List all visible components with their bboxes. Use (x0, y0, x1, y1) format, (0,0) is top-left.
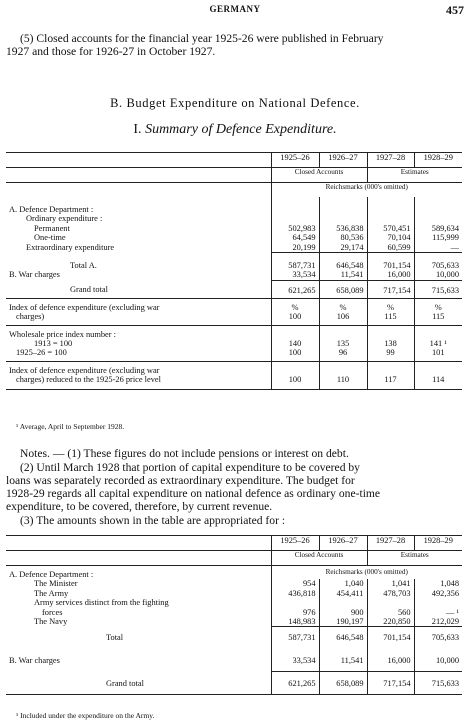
table-row (6, 589, 462, 598)
cell-value: 478,703 (367, 589, 414, 598)
row-label: The Navy (34, 617, 68, 627)
row-label: One-time (34, 233, 66, 243)
row-label: The Minister (34, 579, 78, 589)
table-row (6, 348, 462, 361)
cell-value: 658,089 (319, 280, 367, 298)
row-label: charges) reduced to the 1925-26 price level (16, 375, 161, 385)
cell-value: 900 (319, 608, 367, 617)
cell-value: 60,599 (367, 243, 414, 253)
table1-group-estimates: Estimates (367, 168, 462, 183)
cell-value: 717,154 (367, 672, 414, 695)
cell-value: 220,850 (367, 617, 414, 627)
table2-group-estimates: Estimates (367, 551, 462, 566)
table2-year-row (6, 536, 462, 551)
cell-value: 436,818 (271, 589, 319, 598)
cell-value: 454,411 (319, 589, 367, 598)
cell-value: 502,983 (271, 224, 319, 233)
table-row (6, 648, 462, 671)
cell-value (367, 598, 414, 607)
cell-value: 587,731 (271, 253, 319, 271)
cell-value (319, 598, 367, 607)
table1-unit-row (6, 183, 462, 198)
cell-value: 20,199 (271, 243, 319, 253)
cell-value: 536,838 (319, 224, 367, 233)
running-header (0, 4, 470, 18)
row-label: Total A. (70, 260, 97, 270)
intro-line-1: (5) Closed accounts for the financial year 1925-26 were published in February (20, 32, 384, 45)
cell-value: 587,731 (271, 627, 319, 648)
note-2-line-3: 1928-29 regards all capital expenditure on national defence as ordinary one-time (6, 487, 381, 500)
cell-value: 1,048 (414, 579, 462, 588)
table-row (6, 312, 462, 325)
footnote-2: ¹ Included under the expenditure on the Army. (16, 711, 155, 720)
table-row (6, 243, 462, 253)
cell-value: 701,154 (367, 627, 414, 648)
intro-line-2: 1927 and those for 1926-27 in October 1927. (6, 45, 216, 58)
cell-value: 11,541 (319, 648, 367, 671)
row-label: Wholesale price index number : (9, 329, 116, 339)
cell-value: 212,029 (414, 617, 462, 627)
table1-year-row (6, 153, 462, 168)
table-row (6, 280, 462, 298)
cell-value: 117 (367, 375, 414, 389)
table1-year: 1928–29 (414, 153, 462, 168)
note-2-line-2: loans was separately recorded as extraordinary expenditure. The budget for (6, 474, 355, 487)
cell-value: 138 (367, 339, 414, 348)
row-label: Index of defence expenditure (excluding war (9, 365, 160, 375)
cell-value: 100 (271, 375, 319, 389)
cell-value: 560 (367, 608, 414, 617)
row-label: 1925–26 = 100 (16, 348, 67, 358)
row-label: Index of defence expenditure (excluding war (9, 302, 160, 312)
cell-value: 64,549 (271, 233, 319, 242)
row-label: forces (42, 607, 63, 617)
table-row (6, 270, 462, 280)
cell-value: — (414, 243, 462, 253)
cell-value: 954 (271, 579, 319, 588)
table2-unit-row (6, 566, 462, 580)
table2-year: 1928–29 (414, 536, 462, 551)
table1-year: 1927–28 (367, 153, 414, 168)
cell-unit: % (319, 298, 367, 312)
cell-value: 658,089 (319, 672, 367, 695)
cell-value: 705,633 (414, 253, 462, 271)
subheading (0, 122, 470, 138)
section-heading: B. Budget Expenditure on National Defence. (110, 96, 360, 110)
note-2-line-4: expenditure, to be covered, therefore, by current revenue. (6, 500, 273, 513)
row-label: 1913 = 100 (34, 338, 73, 348)
table-row (6, 627, 462, 648)
defence-summary-table (6, 152, 462, 390)
table-row (6, 598, 462, 607)
cell-value: — ¹ (414, 608, 462, 617)
row-label: B. War charges (9, 270, 60, 280)
subheading-number: I. (133, 122, 142, 137)
row-label: Army services distinct from the fighting (34, 598, 169, 608)
appropriation-table (6, 535, 462, 695)
cell-value: 33,534 (271, 648, 319, 671)
page-number: 457 (446, 3, 464, 17)
table2-unit: Reichsmarks (000's omitted) (271, 566, 462, 580)
header-title: GERMANY (209, 4, 261, 14)
cell-unit: % (414, 298, 462, 312)
cell-value: 715,633 (414, 280, 462, 298)
cell-value: 114 (414, 375, 462, 389)
cell-value: 492,356 (414, 589, 462, 598)
table-row (6, 253, 462, 271)
cell-value: 621,265 (271, 280, 319, 298)
table2-year: 1925–26 (271, 536, 319, 551)
table-row (6, 214, 462, 223)
table-row (6, 608, 462, 617)
table1-year: 1925–26 (271, 153, 319, 168)
cell-value: 589,634 (414, 224, 462, 233)
subheading-title: Summary of Defence Expenditure. (145, 122, 337, 137)
cell-value (414, 598, 462, 607)
row-label: Grand total (106, 678, 144, 688)
table-row (6, 339, 462, 348)
table2-year: 1927–28 (367, 536, 414, 551)
row-label: Permanent (34, 223, 70, 233)
table1-group-closed: Closed Accounts (271, 168, 367, 183)
cell-value: 110 (319, 375, 367, 389)
row-label: The Army (34, 588, 69, 598)
cell-value: 29,174 (319, 243, 367, 253)
cell-value: 106 (319, 312, 367, 325)
table2-year: 1926–27 (319, 536, 367, 551)
table-row (6, 672, 462, 695)
table1-year: 1926–27 (319, 153, 367, 168)
cell-value (271, 598, 319, 607)
table-row (6, 617, 462, 627)
cell-unit: % (271, 298, 319, 312)
cell-value: 80,536 (319, 233, 367, 242)
cell-value: 10,000 (414, 270, 462, 280)
note-2-line-1: (2) Until March 1928 that portion of capital expenditure to be covered by (20, 461, 360, 474)
row-label: Extraordinary expenditure (26, 242, 115, 252)
table1-unit: Reichsmarks (000's omitted) (271, 183, 462, 198)
row-label: Total (106, 632, 124, 642)
table2-a-label: A. Defence Department : (9, 570, 94, 579)
cell-value: 140 (271, 339, 319, 348)
note-1: Notes. — (1) These figures do not include pensions or interest on debt. (20, 447, 349, 460)
cell-value: 148,983 (271, 617, 319, 627)
cell-value: 16,000 (367, 270, 414, 280)
cell-value: 135 (319, 339, 367, 348)
cell-value: 96 (319, 348, 367, 361)
cell-value: 141 ¹ (414, 339, 462, 348)
cell-value: 16,000 (367, 648, 414, 671)
cell-value: 33,534 (271, 270, 319, 280)
table-row (6, 325, 462, 339)
cell-value: 570,451 (367, 224, 414, 233)
table1-ordinary-label: Ordinary expenditure : (26, 214, 103, 224)
row-label: Grand total (70, 285, 108, 295)
cell-value: 621,265 (271, 672, 319, 695)
cell-value: 646,548 (319, 253, 367, 271)
table-row (6, 224, 462, 233)
row-label: B. War charges (9, 656, 60, 666)
cell-value: 1,040 (319, 579, 367, 588)
cell-value: 976 (271, 608, 319, 617)
cell-value: 11,541 (319, 270, 367, 280)
cell-value: 1,041 (367, 579, 414, 588)
table-row (6, 579, 462, 588)
cell-value: 646,548 (319, 627, 367, 648)
cell-unit: % (367, 298, 414, 312)
cell-value: 100 (271, 348, 319, 361)
table1-a-label: A. Defence Department : (9, 205, 94, 214)
cell-value: 705,633 (414, 627, 462, 648)
cell-value: 101 (414, 348, 462, 361)
table2-group-closed: Closed Accounts (271, 551, 367, 566)
table-row (6, 197, 462, 214)
note-3: (3) The amounts shown in the table are appropriated for : (20, 514, 286, 527)
table-row (6, 361, 462, 375)
cell-value: 100 (271, 312, 319, 325)
table-row (6, 375, 462, 389)
table1-group-row (6, 168, 462, 183)
footnote-1: ¹ Average, April to September 1928. (16, 422, 125, 431)
cell-value: 715,633 (414, 672, 462, 695)
cell-value: 115,999 (414, 233, 462, 242)
cell-value: 717,154 (367, 280, 414, 298)
table-row (6, 298, 462, 312)
cell-value: 99 (367, 348, 414, 361)
cell-value: 115 (414, 312, 462, 325)
row-label: charges) (16, 312, 45, 322)
table-row (6, 233, 462, 242)
cell-value: 701,154 (367, 253, 414, 271)
cell-value: 115 (367, 312, 414, 325)
cell-value: 70,104 (367, 233, 414, 242)
table2-group-row (6, 551, 462, 566)
cell-value: 190,197 (319, 617, 367, 627)
cell-value: 10,000 (414, 648, 462, 671)
